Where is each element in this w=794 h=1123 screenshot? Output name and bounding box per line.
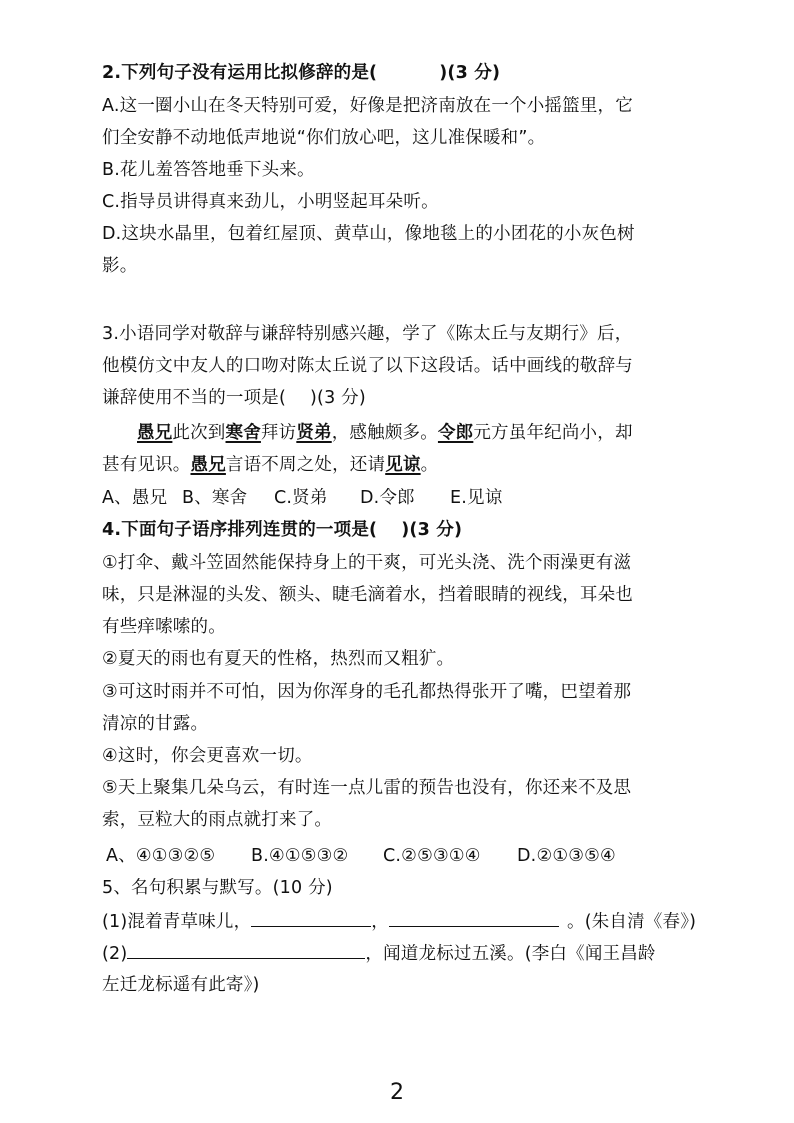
passage-text: 元方虽年纪尚小，却 xyxy=(473,423,633,443)
page-number: 2 xyxy=(390,1080,404,1105)
q3-option-d: D.令郎 xyxy=(360,488,415,508)
passage-text: 。 xyxy=(420,455,439,475)
q2-stem-text: 2.下列句子没有运用比拟修辞的是( xyxy=(102,63,378,83)
underlined-word: 贤弟 xyxy=(296,423,332,443)
q4-stem-text: 4.下面句子语序排列连贯的一项是( xyxy=(102,520,378,540)
q3-passage-line1 xyxy=(137,422,737,444)
passage-text: ，感触颇多。 xyxy=(331,423,438,443)
q5-item1-prompt: (1)混着青草味儿， xyxy=(102,912,252,932)
passage-text: 拜访 xyxy=(260,423,297,443)
underlined-word: 寒舍 xyxy=(225,423,261,443)
underlined-word: 愚兄 xyxy=(137,423,173,443)
q3-option-b: B、寒舍 xyxy=(182,488,248,508)
underlined-word: 愚兄 xyxy=(190,455,226,475)
q4-stem xyxy=(102,519,702,541)
q5-item2-number: (2) xyxy=(102,944,128,964)
q3-option-c: C.贤弟 xyxy=(274,488,328,508)
passage-text: 言语不周之处，还请 xyxy=(225,455,386,475)
q2-option-d-line1: D.这块水晶里，包着红屋顶、黄草山，像地毯上的小团花的小灰色树 xyxy=(102,224,635,244)
q4-option-a: A、④①③②⑤ xyxy=(106,846,216,866)
q3-option-e: E.见谅 xyxy=(450,488,503,508)
passage-text: 此次到 xyxy=(172,423,226,443)
q5-item2-text: ，闻道龙标过五溪。(李白《闻王昌龄 xyxy=(365,944,656,964)
fill-blank[interactable] xyxy=(389,910,559,927)
q4-sentence5-line1: ⑤天上聚集几朵乌云，有时连一点儿雷的预告也没有，你还来不及思 xyxy=(102,778,632,798)
q4-score: )(3 分) xyxy=(401,520,463,540)
q4-options xyxy=(106,845,706,867)
q4-sentence1-line2: 味，只是淋湿的头发、额头、睫毛滴着水，挡着眼睛的视线，耳朵也 xyxy=(102,585,633,605)
q4-option-c: C.②⑤③①④ xyxy=(383,846,481,866)
q4-sentence3-line1: ③可这时雨并不可怕，因为你浑身的毛孔都热得张开了嘴，巴望着那 xyxy=(102,682,632,702)
q2-option-d-line2: 影。 xyxy=(102,256,138,276)
q4-sentence1-line1: ①打伞、戴斗笠固然能保持身上的干爽，可光头浇、洗个雨澡更有滋 xyxy=(102,553,632,573)
q2-option-c: C.指导员讲得真来劲儿，小明竖起耳朵听。 xyxy=(102,192,439,212)
fill-blank[interactable] xyxy=(127,942,365,959)
fill-blank[interactable] xyxy=(251,910,371,927)
q4-sentence1-line3: 有些痒嗦嗦的。 xyxy=(102,617,226,637)
q3-stem-line3 xyxy=(102,387,702,409)
punctuation: ， xyxy=(371,912,389,932)
q3-stem-text: 谦辞使用不当的一项是( xyxy=(102,388,287,408)
q3-passage-line2 xyxy=(102,454,702,476)
q3-options xyxy=(102,487,702,509)
q3-score: )(3 分) xyxy=(310,388,366,408)
q2-option-b: B.花儿羞答答地垂下头来。 xyxy=(102,160,315,180)
q4-option-b: B.④①⑤③② xyxy=(251,846,349,866)
q5-item2 xyxy=(102,942,702,965)
q2-option-a-line2: 们全安静不动地低声地说“你们放心吧，这儿准保暖和”。 xyxy=(102,128,546,148)
q4-sentence3-line2: 清凉的甘露。 xyxy=(102,714,209,734)
q4-sentence2: ②夏天的雨也有夏天的性格，热烈而又粗犷。 xyxy=(102,649,455,669)
q4-sentence5-line2: 索，豆粒大的雨点就打来了。 xyxy=(102,810,333,830)
q5-item1-source: 。(朱自清《春》) xyxy=(567,912,697,932)
q3-option-a: A、愚兄 xyxy=(102,488,168,508)
q4-option-d: D.②①③⑤④ xyxy=(517,846,616,866)
q2-stem xyxy=(102,62,702,84)
q3-stem-line2: 他模仿文中友人的口吻对陈太丘说了以下这段话。话中画线的敬辞与 xyxy=(102,356,633,376)
q2-score: )(3 分) xyxy=(439,63,501,83)
q5-item1 xyxy=(102,910,702,933)
q5-title: 5、名句积累与默写。(10 分) xyxy=(102,878,333,898)
underlined-word: 见谅 xyxy=(385,455,421,475)
q4-sentence4: ④这时，你会更喜欢一切。 xyxy=(102,746,313,766)
passage-text: 甚有见识。 xyxy=(102,455,191,475)
underlined-word: 令郎 xyxy=(437,423,474,443)
q2-option-a-line1: A.这一圈小山在冬天特别可爱，好像是把济南放在一个小摇篮里，它 xyxy=(102,96,633,116)
q5-item2-source: 左迁龙标遥有此寄》) xyxy=(102,975,260,995)
q3-stem-line1: 3.小语同学对敬辞与谦辞特别感兴趣，学了《陈太丘与友期行》后， xyxy=(102,324,633,344)
